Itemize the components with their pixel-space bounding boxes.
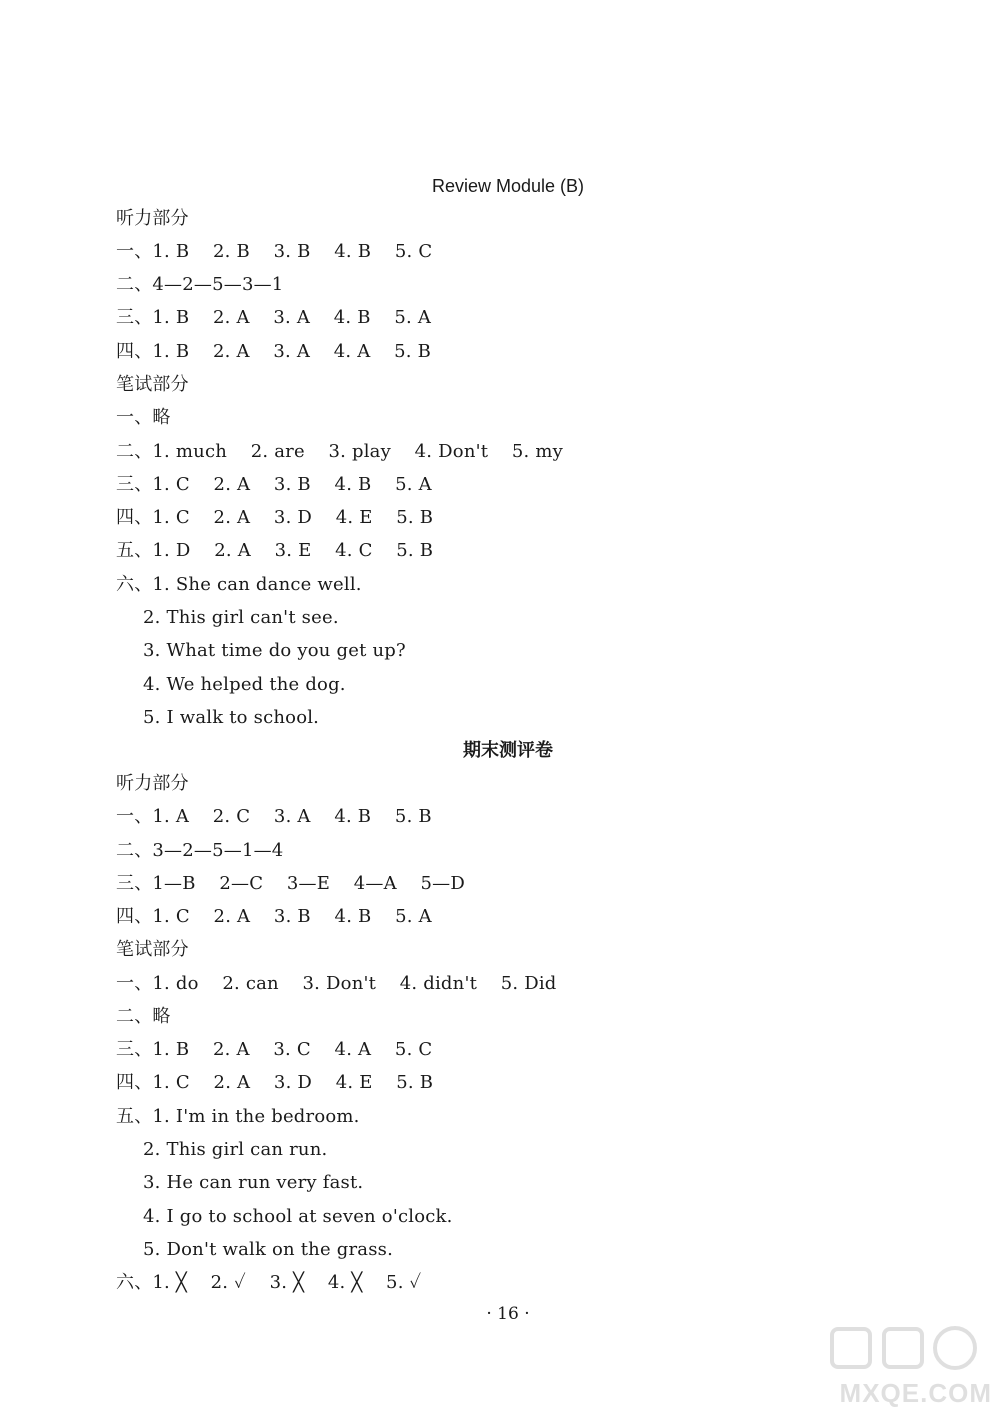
watermark-text: MXQE.COM: [839, 1378, 992, 1408]
page-number: · 16 ·: [486, 1304, 530, 1324]
heading-writing-1: 笔试部分: [116, 374, 189, 395]
heading-listening-2: 听力部分: [116, 773, 189, 794]
answer-line: 二、略: [116, 1006, 171, 1027]
answer-line: 三、1. B 2. A 3. C 4. A 5. C: [116, 1039, 433, 1060]
answer-line: 五、1. D 2. A 3. E 4. C 5. B: [116, 540, 434, 561]
answer-line: 2. This girl can run.: [143, 1139, 328, 1160]
answer-line: 一、1. B 2. B 3. B 4. B 5. C: [116, 241, 433, 262]
answer-line: 3. He can run very fast.: [143, 1172, 364, 1193]
answer-line: 3. What time do you get up?: [143, 640, 406, 661]
answer-line: 六、1. ╳ 2. ✓ 3. ╳ 4. ╳ 5. ✓: [116, 1272, 422, 1293]
answer-line: 四、1. C 2. A 3. B 4. B 5. A: [116, 906, 432, 927]
answer-line: 四、1. C 2. A 3. D 4. E 5. B: [116, 1072, 434, 1093]
answer-line: 4. I go to school at seven o'clock.: [143, 1206, 453, 1227]
answer-line: 5. I walk to school.: [143, 707, 320, 728]
section-title-final-exam: 期末测评卷: [463, 740, 553, 761]
section-title-review-module-b: Review Module (B): [431, 176, 585, 196]
answer-line: 四、1. B 2. A 3. A 4. A 5. B: [116, 341, 432, 362]
answer-line: 五、1. I'm in the bedroom.: [116, 1106, 360, 1127]
answer-line: 4. We helped the dog.: [143, 674, 346, 695]
answer-line: 一、1. A 2. C 3. A 4. B 5. B: [116, 806, 432, 827]
answer-line: 二、3—2—5—1—4: [116, 840, 284, 861]
answer-line: 四、1. C 2. A 3. D 4. E 5. B: [116, 507, 434, 528]
watermark-glyph-icon: [822, 1319, 992, 1379]
answer-line: 三、1. C 2. A 3. B 4. B 5. A: [116, 474, 432, 495]
answer-line: 5. Don't walk on the grass.: [143, 1239, 393, 1260]
answer-line: 二、4—2—5—3—1: [116, 274, 284, 295]
answer-line: 一、1. do 2. can 3. Don't 4. didn't 5. Did: [116, 973, 557, 994]
answer-line: 二、1. much 2. are 3. play 4. Don't 5. my: [116, 441, 564, 462]
answer-line: 三、1—B 2—C 3—E 4—A 5—D: [116, 873, 465, 894]
heading-listening-1: 听力部分: [116, 208, 189, 229]
answer-line: 三、1. B 2. A 3. A 4. B 5. A: [116, 307, 432, 328]
heading-writing-2: 笔试部分: [116, 939, 189, 960]
watermark-logo: [822, 1319, 992, 1409]
answer-line: 一、略: [116, 407, 171, 428]
answer-line: 2. This girl can't see.: [143, 607, 339, 628]
answer-line: 六、1. She can dance well.: [116, 574, 362, 595]
